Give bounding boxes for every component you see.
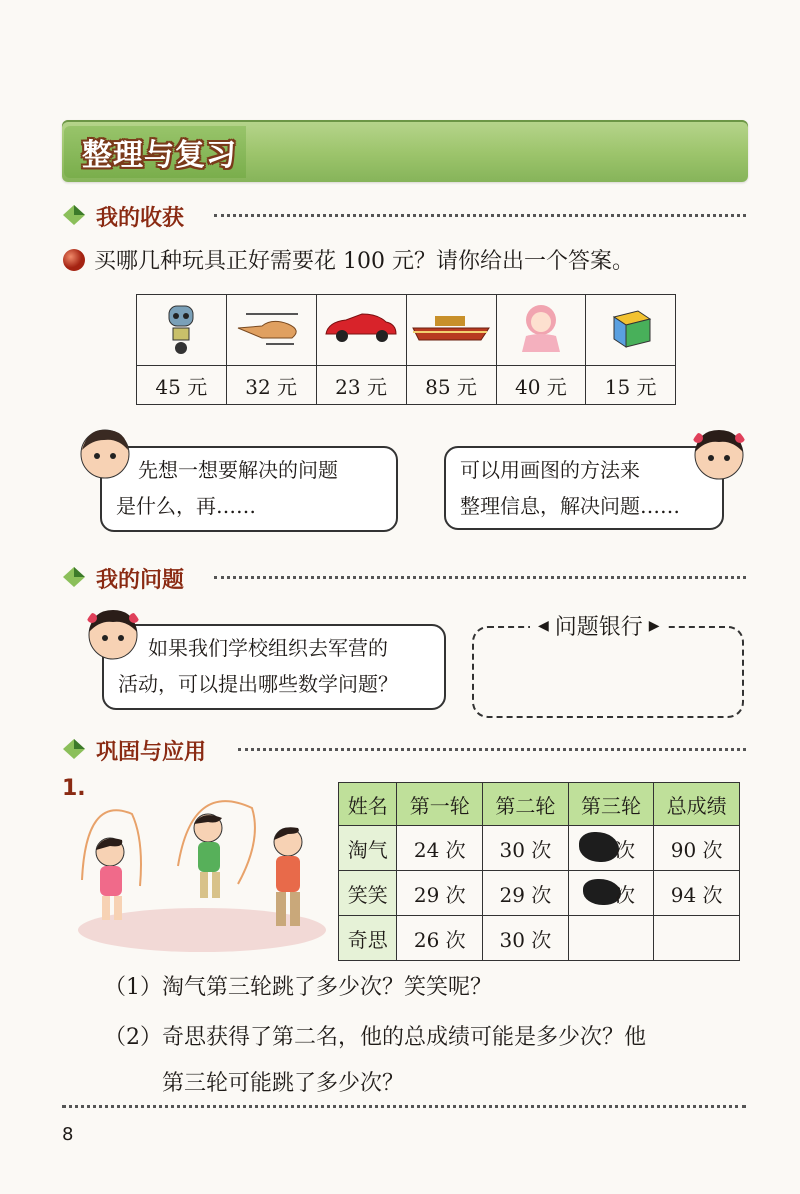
girl-avatar	[690, 424, 748, 482]
section-title-harvest: 我的收获	[96, 206, 185, 231]
table-cell-name: 笑笑	[339, 871, 397, 916]
toy-price: 15 元	[586, 366, 676, 405]
table-header-cell: 姓名	[339, 783, 397, 826]
table-header-cell: 第二轮	[483, 783, 569, 826]
question-bank-label: 问题银行	[554, 615, 643, 640]
jump-rope-score-table	[338, 782, 740, 961]
table-cell: 24 次	[397, 826, 483, 871]
triangle-right-icon: ▶	[648, 617, 660, 634]
table-cell-ink-blot	[568, 871, 654, 916]
girl-avatar	[84, 604, 142, 662]
helicopter-icon	[232, 308, 310, 348]
speech-bubble-girl	[444, 446, 724, 530]
doll-toy-image	[496, 295, 586, 366]
table-cell	[568, 916, 654, 961]
table-cell-name: 淘气	[339, 826, 397, 871]
car-toy-image	[316, 295, 406, 366]
table-header-cell: 第一轮	[397, 783, 483, 826]
bubble-text: 先想一想要解决的问题	[138, 458, 338, 482]
sub-question-2-continued: 第三轮可能跳了多少次？	[162, 1071, 405, 1096]
sub-question-1: （1）淘气第三轮跳了多少次？笑笑呢？	[104, 975, 492, 1000]
blot-unit-text: 次	[615, 837, 635, 862]
table-header-cell: 总成绩	[654, 783, 740, 826]
table-row	[339, 916, 740, 961]
toy-price: 40 元	[496, 366, 586, 405]
table-cell: 90 次	[654, 826, 740, 871]
speech-bubble-boy	[100, 446, 398, 532]
footer-divider	[62, 1105, 746, 1108]
toy-price: 23 元	[316, 366, 406, 405]
table-header-cell: 第三轮	[568, 783, 654, 826]
ship-toy-image	[406, 295, 496, 366]
ship-icon	[411, 308, 491, 348]
table-cell-ink-blot	[568, 826, 654, 871]
section-title-problem: 我的问题	[96, 568, 185, 593]
table-cell: 26 次	[397, 916, 483, 961]
table-row	[339, 826, 740, 871]
section-divider	[214, 576, 746, 579]
car-icon	[322, 308, 400, 348]
helicopter-toy-image	[226, 295, 316, 366]
doll-icon	[516, 300, 566, 356]
section-divider	[238, 748, 746, 751]
toy-price: 85 元	[406, 366, 496, 405]
table-cell: 30 次	[483, 916, 569, 961]
ink-blot	[579, 832, 619, 862]
chapter-title: 整理与复习	[82, 138, 237, 173]
harvest-question: 买哪几种玩具正好需要花 100 元？请你给出一个答案。	[94, 249, 634, 274]
red-ball-bullet-icon	[62, 248, 86, 272]
blot-unit-text: 次	[615, 882, 635, 907]
bubble-text: 如果我们学校组织去军营的	[148, 636, 388, 660]
bubble-text: 整理信息，解决问题……	[460, 494, 680, 518]
bubble-text: 活动，可以提出哪些数学问题？	[118, 672, 398, 696]
toy-price: 45 元	[137, 366, 227, 405]
diamond-bullet-icon	[62, 566, 86, 588]
section-divider	[214, 214, 746, 217]
diamond-bullet-icon	[62, 204, 86, 226]
question-bank-header	[530, 610, 668, 641]
table-cell: 94 次	[654, 871, 740, 916]
speech-bubble-problem	[102, 624, 446, 710]
table-cell: 29 次	[397, 871, 483, 916]
sub-question-2: （2）奇思获得了第二名，他的总成绩可能是多少次？他	[104, 1025, 646, 1050]
rubiks-cube-icon	[608, 305, 654, 351]
jump-rope-illustration	[62, 800, 328, 954]
diamond-bullet-icon	[62, 738, 86, 760]
table-cell	[654, 916, 740, 961]
page-number: 8	[62, 1124, 74, 1145]
boy-avatar	[78, 424, 132, 480]
triangle-left-icon: ◀	[538, 617, 549, 634]
table-cell: 29 次	[483, 871, 569, 916]
exercise-number: 1.	[62, 776, 86, 801]
table-cell: 30 次	[483, 826, 569, 871]
table-header-row	[339, 783, 740, 826]
robot-icon	[161, 300, 201, 356]
bubble-text: 是什么，再……	[116, 494, 256, 518]
section-title-apply: 巩固与应用	[96, 740, 207, 765]
toy-price-table	[136, 294, 676, 405]
table-row	[339, 871, 740, 916]
toy-price: 32 元	[226, 366, 316, 405]
cube-toy-image	[586, 295, 676, 366]
robot-toy-image	[137, 295, 227, 366]
table-cell-name: 奇思	[339, 916, 397, 961]
bubble-text: 可以用画图的方法来	[460, 458, 640, 482]
